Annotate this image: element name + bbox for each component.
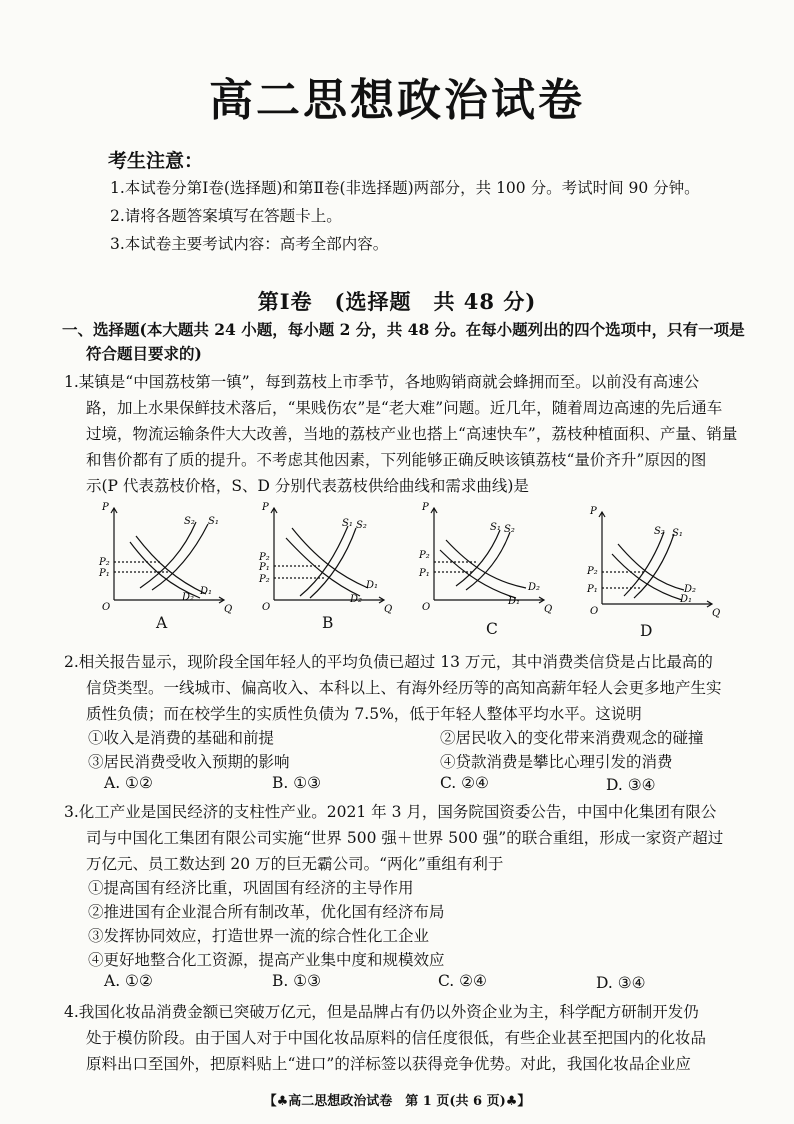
graph-c xyxy=(416,500,556,630)
q3-option-a: A. ①② xyxy=(104,972,153,990)
graph-a-svg xyxy=(96,500,236,630)
svg-text:D₂: D₂ xyxy=(182,592,195,603)
q3-statement: ①提高国有经济比重，巩固国有经济的主导作用 xyxy=(88,879,414,897)
q3-line: 万亿元、员工数达到 20 万的巨无霸公司。“两化”重组有利于 xyxy=(86,855,504,873)
svg-text:D₁: D₁ xyxy=(680,594,693,605)
q3-statement: ③发挥协同效应，打造世界一流的综合性化工企业 xyxy=(88,927,430,945)
svg-text:P: P xyxy=(422,502,429,513)
svg-text:Q: Q xyxy=(224,604,233,615)
q1-line: 示(P 代表荔枝价格，S、D 分别代表荔枝供给曲线和需求曲线)是 xyxy=(86,477,529,495)
q1-line: 路，加上水果保鲜技术落后，“果贱伤农”是“老大难”问题。近几年，随着周边高速的先后通车 xyxy=(86,399,723,417)
graph-b xyxy=(256,500,396,630)
q4-line: 原料出口至国外，把原料贴上“进口”的洋标签以获得竞争优势。对此，我国化妆品企业应 xyxy=(86,1055,691,1073)
svg-text:S₂: S₂ xyxy=(504,524,515,535)
svg-text:P₁: P₁ xyxy=(419,568,430,579)
svg-text:S₁: S₁ xyxy=(490,522,501,533)
svg-text:Q: Q xyxy=(544,604,553,615)
svg-text:Q: Q xyxy=(384,604,393,615)
q1-line: 1.某镇是“中国荔枝第一镇”，每到荔枝上市季节，各地购销商就会蜂拥而至。以前没有高速公 xyxy=(64,373,700,391)
notice-item: 1.本试卷分第Ⅰ卷(选择题)和第Ⅱ卷(非选择题)两部分，共 100 分。考试时间 90 分钟。 xyxy=(110,179,700,197)
graph-d-label: D xyxy=(640,622,653,640)
svg-text:P₂: P₂ xyxy=(419,550,430,561)
q3-line: 3.化工产业是国民经济的支柱性产业。2021 年 3 月，国务院国资委公告，中国中化集团有限公 xyxy=(64,803,717,821)
notice-item: 2.请将各题答案填写在答题卡上。 xyxy=(110,207,342,225)
q2-statement: ④贷款消费是攀比心理引发的消费 xyxy=(440,753,673,771)
q3-statement: ②推进国有企业混合所有制改革，优化国有经济布局 xyxy=(88,903,445,921)
svg-text:D₁: D₁ xyxy=(508,596,521,607)
svg-text:P₁: P₁ xyxy=(587,584,598,595)
graph-a xyxy=(96,500,236,630)
svg-text:S₁: S₁ xyxy=(208,516,219,527)
svg-text:D₂: D₂ xyxy=(528,582,541,593)
q1-line: 过境，物流运输条件大大改善，当地的荔枝产业也搭上“高速快车”，荔枝种植面积、产量、销量 xyxy=(86,425,738,443)
svg-text:O: O xyxy=(102,602,111,613)
q3-option-b: B. ①③ xyxy=(272,972,322,990)
q2-option-c: C. ②④ xyxy=(440,774,489,792)
svg-text:S₁: S₁ xyxy=(672,528,683,539)
part-instruction: 一、选择题(本大题共 24 小题，每小题 2 分，共 48 分。在每小题列出的四个选项中，只有一项是 xyxy=(62,320,745,339)
svg-text:S₁: S₁ xyxy=(342,518,353,529)
svg-text:P₁: P₁ xyxy=(259,562,270,573)
q2-statement: ③居民消费受收入预期的影响 xyxy=(88,753,290,771)
svg-text:P₂: P₂ xyxy=(587,566,598,577)
svg-text:P₂: P₂ xyxy=(259,552,270,563)
graph-b-label: B xyxy=(322,614,334,632)
svg-text:P₁: P₁ xyxy=(99,568,110,579)
q2-option-d: D. ③④ xyxy=(606,776,656,794)
q3-option-d: D. ③④ xyxy=(596,974,646,992)
graph-c-label: C xyxy=(486,620,498,638)
q1-line: 和售价都有了质的提升。不考虑其他因素，下列能够正确反映该镇荔枝“量价齐升”原因的图 xyxy=(86,451,707,469)
part-instruction: 符合题目要求的) xyxy=(86,344,202,363)
q2-statement: ①收入是消费的基础和前提 xyxy=(88,729,275,747)
q2-statement: ②居民收入的变化带来消费观念的碰撞 xyxy=(440,729,704,747)
svg-text:S₂: S₂ xyxy=(184,516,195,527)
q2-line: 质性负债；而在校学生的实质性负债为 7.5%，低于年轻人整体平均水平。这说明 xyxy=(86,705,642,723)
q3-statement: ④更好地整合化工资源，提高产业集中度和规模效应 xyxy=(88,951,445,969)
q4-line: 处于模仿阶段。由于国人对于中国化妆品原料的信任度很低，有些企业甚至把国内的化妆品 xyxy=(86,1029,707,1047)
page-footer: 【♣高二思想政治试卷 第 1 页(共 6 页)♣】 xyxy=(263,1094,531,1109)
q2-line: 信贷类型。一线城市、偏高收入、本科以上、有海外经历等的高知高薪年轻人会更多地产生实 xyxy=(86,679,722,697)
section-title: 第Ⅰ卷 (选择题 共 48 分) xyxy=(257,289,537,314)
graph-d xyxy=(584,504,724,634)
svg-text:P₂: P₂ xyxy=(259,574,270,585)
q2-option-a: A. ①② xyxy=(104,774,153,792)
exam-title: 高二思想政治试卷 xyxy=(209,75,585,126)
svg-text:D₂: D₂ xyxy=(684,584,697,595)
svg-text:P: P xyxy=(590,506,597,517)
svg-text:D₁: D₁ xyxy=(366,580,379,591)
svg-text:O: O xyxy=(422,602,431,613)
q4-line: 4.我国化妆品消费金额已突破万亿元，但是品牌占有仍以外资企业为主，科学配方研制开发仍 xyxy=(64,1003,699,1021)
notice-item: 3.本试卷主要考试内容：高考全部内容。 xyxy=(110,235,389,253)
svg-text:S₂: S₂ xyxy=(356,520,367,531)
svg-text:P₂: P₂ xyxy=(99,557,110,568)
q2-line: 2.相关报告显示，现阶段全国年轻人的平均负债已超过 13 万元，其中消费类信贷是占比最高的 xyxy=(64,653,713,671)
svg-text:D₁: D₁ xyxy=(200,586,213,597)
svg-text:O: O xyxy=(262,602,271,613)
q2-option-b: B. ①③ xyxy=(272,774,322,792)
svg-text:Q: Q xyxy=(712,608,721,619)
svg-text:P: P xyxy=(102,502,109,513)
svg-text:D₂: D₂ xyxy=(350,594,363,605)
q3-line: 司与中国化工集团有限公司实施“世界 500 强＋世界 500 强”的联合重组，形成一家资产超过 xyxy=(86,829,724,847)
svg-text:P: P xyxy=(262,502,269,513)
notice-heading: 考生注意： xyxy=(108,150,204,172)
graph-a-label: A xyxy=(156,614,168,632)
q3-option-c: C. ②④ xyxy=(438,972,487,990)
svg-text:O: O xyxy=(590,606,599,617)
svg-text:S₂: S₂ xyxy=(654,526,665,537)
